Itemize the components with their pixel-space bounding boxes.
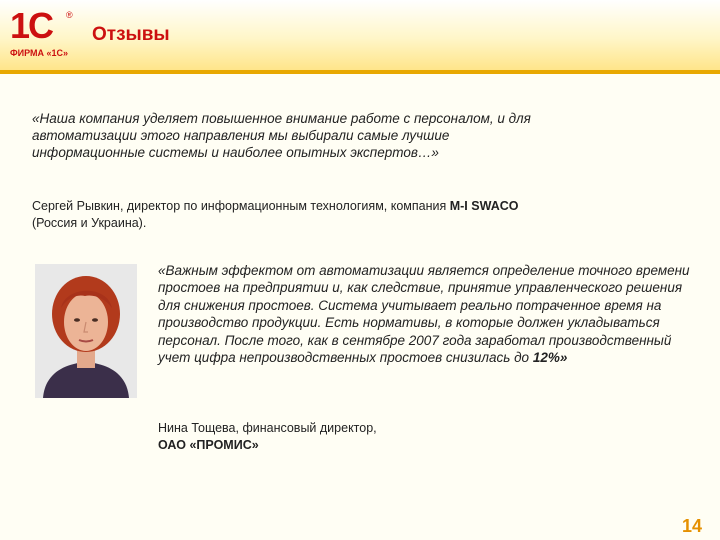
registered-mark: ® — [66, 10, 73, 20]
author-1-company: M-I SWACO — [449, 199, 519, 213]
testimonial-quote-2 — [158, 262, 698, 366]
portrait-image — [35, 264, 137, 398]
author-2-company: ОАО «ПРОМИС» — [158, 438, 259, 452]
testimonial-author-1 — [32, 198, 552, 232]
author-2-name-role: Нина Тощева, финансовый директор, — [158, 421, 377, 435]
author-1-region: (Россия и Украина). — [32, 216, 147, 230]
header-divider — [0, 70, 720, 74]
quote-2-highlight: 12%» — [532, 350, 568, 366]
quote-2-text: «Важным эффектом от автоматизации является определение точного времени простоев на предприятии и, как следствие, принятие управленческого решения для снижения простоев. Система учитывает реально потраченное время на производство продукции. Есть нормативы, в которые должен укладываться персонал. После того, как в сентябре 2007 года заработал производственный учет цифра непроизводственных простоев снизилась до — [158, 263, 690, 366]
testimonial-quote-1: «Наша компания уделяет повышенное внимание работе с персоналом, и для автоматизации этого направления мы выбирали самые лучшие информационные системы и наиболее опытных экспертов…» — [32, 111, 531, 160]
author-1-name-role: Сергей Рывкин, директор по информационным технологиям, компания — [32, 199, 450, 213]
logo-mark: 1С — [10, 5, 53, 46]
logo-caption: ФИРМА «1С» — [10, 48, 69, 58]
author-photo — [35, 264, 137, 398]
testimonial-author-2 — [158, 420, 558, 454]
1c-logo — [8, 5, 82, 64]
page-title: Отзывы — [92, 24, 170, 45]
page-number: 14 — [681, 516, 702, 536]
